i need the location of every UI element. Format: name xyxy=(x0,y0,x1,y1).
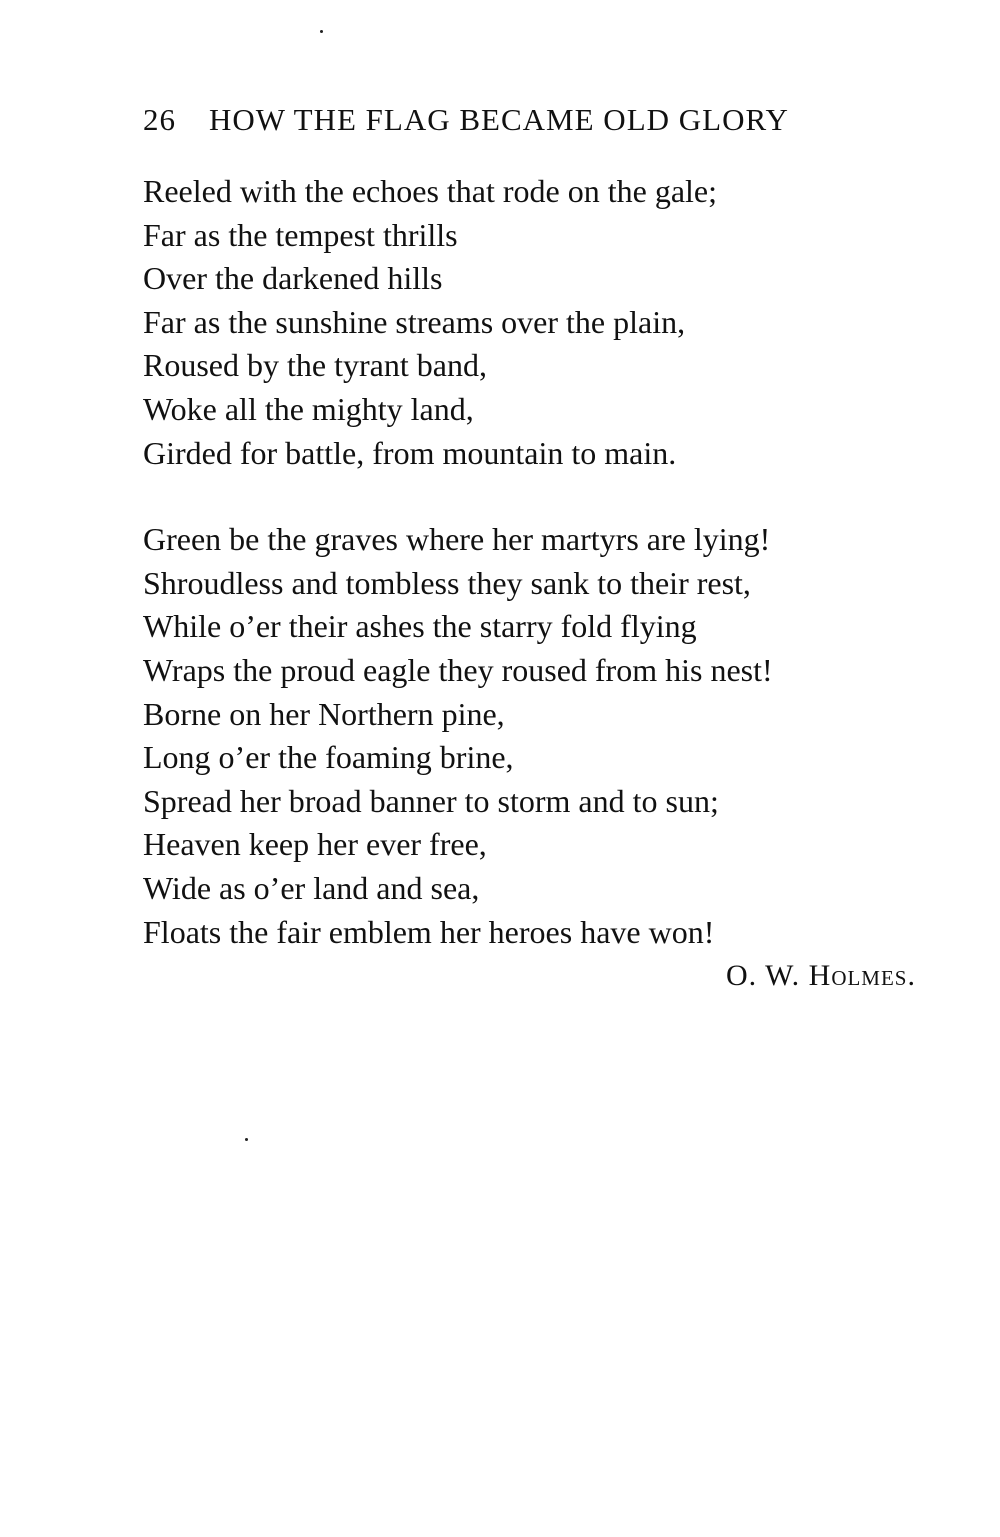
print-speck-mark xyxy=(245,1138,248,1141)
stanza-1 xyxy=(143,170,933,475)
poem-line: Far as the sunshine streams over the plain, xyxy=(143,303,686,340)
poem-line: Roused by the tyrant band, xyxy=(143,347,487,384)
poem-line: Heaven keep her ever free, xyxy=(143,826,487,863)
poem-line: Spread her broad banner to storm and to sun; xyxy=(143,782,719,819)
running-head xyxy=(143,100,933,140)
running-title: HOW THE FLAG BECAME OLD GLORY xyxy=(209,102,789,137)
print-speck-mark xyxy=(320,30,323,33)
poem-line: Reeled with the echoes that rode on the gale; xyxy=(143,173,718,209)
poem-line: While o’er their ashes the starry fold flying xyxy=(143,608,697,645)
stanza-break xyxy=(143,475,933,518)
poem-line: Wide as o’er land and sea, xyxy=(143,869,480,906)
poem-line: Girded for battle, from mountain to main. xyxy=(143,434,677,471)
page-number: 26 xyxy=(143,102,176,137)
poem-line: Green be the graves where her martyrs are lying! xyxy=(143,521,771,558)
poem-line: Shroudless and tombless they sank to their rest, xyxy=(143,564,751,601)
poem-line: Borne on her Northern pine, xyxy=(143,695,505,732)
stanza-2 xyxy=(143,518,933,954)
poem-line: Woke all the mighty land, xyxy=(143,390,474,427)
poem-line: Long o’er the foaming brine, xyxy=(143,739,514,776)
poem-line: Far as the tempest thrills xyxy=(143,216,458,253)
poem-line: Wraps the proud eagle they roused from his nest! xyxy=(143,651,773,688)
poem xyxy=(143,170,933,998)
author-attribution: O. W. Holmes. xyxy=(725,959,916,993)
poem-line: Floats the fair emblem her heroes have won! xyxy=(143,913,715,950)
poem-line: Over the darkened hills xyxy=(143,260,443,297)
